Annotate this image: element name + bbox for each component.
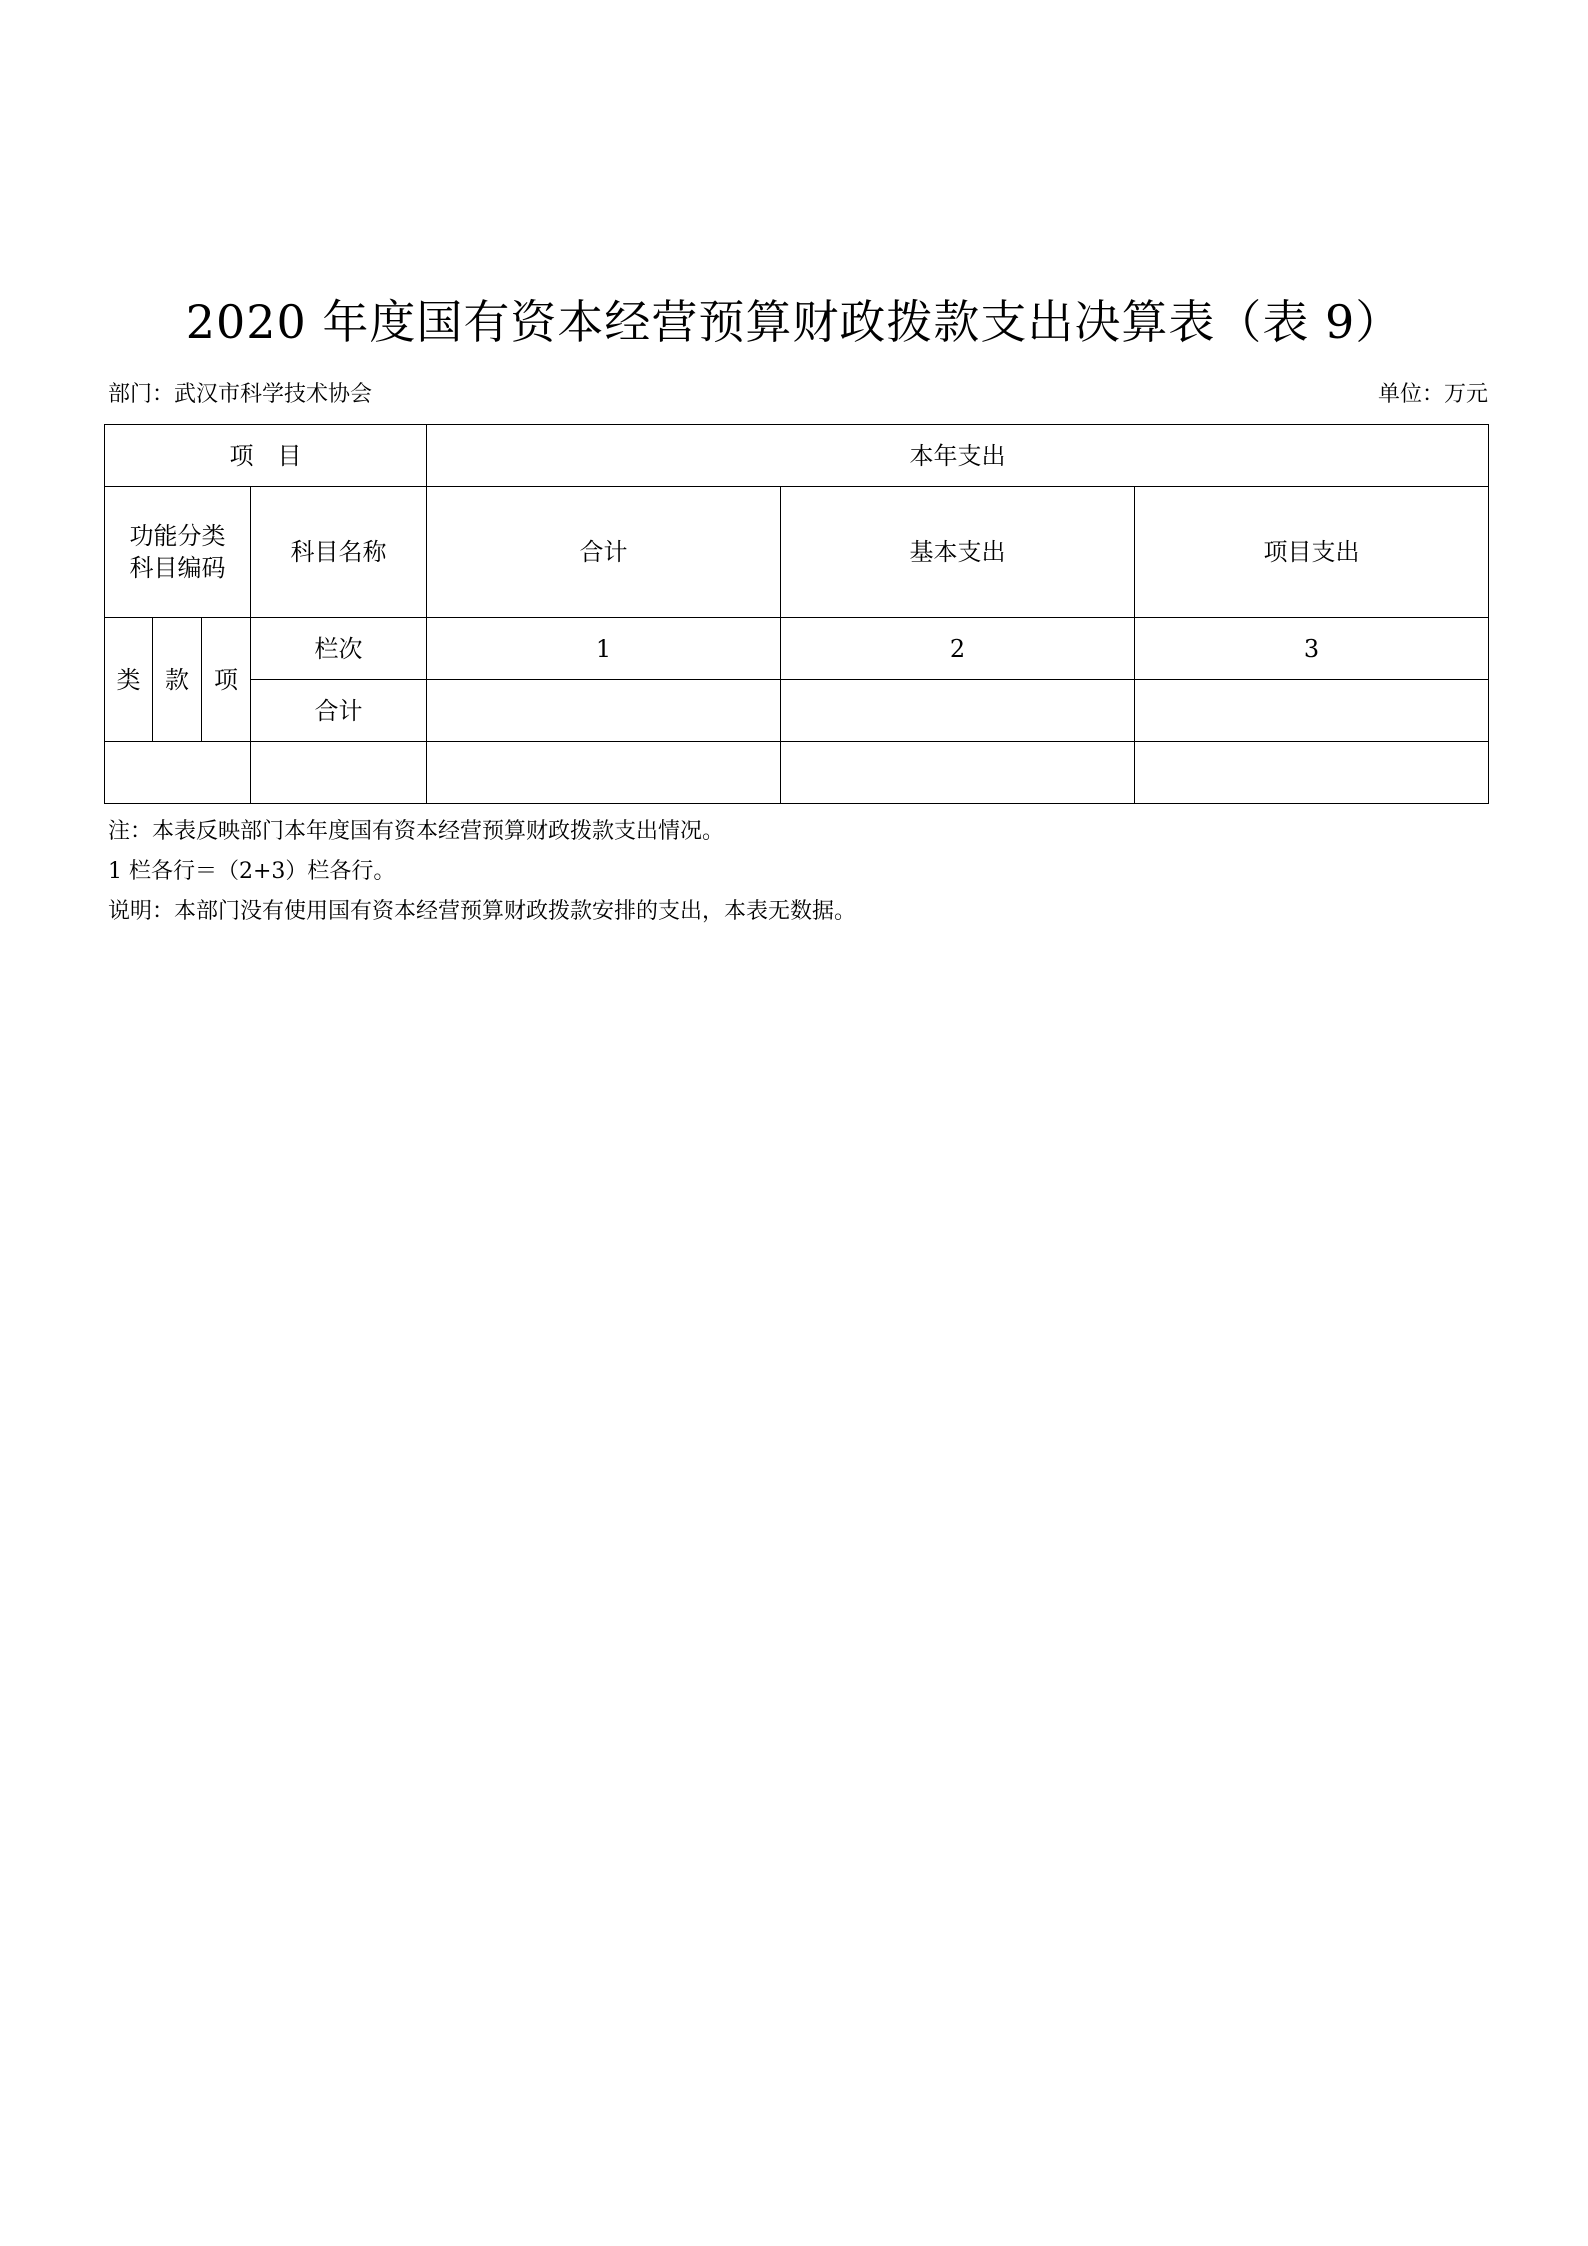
note-line-1: 注：本表反映部门本年度国有资本经营预算财政拨款支出情况。 — [108, 819, 725, 844]
header-project-cell — [1135, 487, 1489, 618]
function-code-line2: 科目编码 — [129, 554, 226, 582]
code-kuan-cell — [153, 618, 202, 742]
unit-label: 单位：万元 — [1377, 382, 1488, 407]
column-no-1-cell — [427, 618, 781, 680]
note-line-3: 说明：本部门没有使用国有资本经营预算财政拨款安排的支出，本表无数据。 — [108, 899, 857, 924]
notes-section — [108, 812, 856, 932]
code-lei-label: 类 — [116, 665, 141, 694]
header-row-2 — [105, 487, 1489, 618]
header-subject-name-cell — [251, 487, 427, 618]
empty-name-cell — [251, 742, 427, 804]
department-label: 部门：武汉市科学技术协会 — [108, 382, 373, 407]
header-item-label: 项 目 — [229, 441, 302, 470]
total-row — [105, 680, 1489, 742]
column-no-3: 3 — [1303, 634, 1320, 663]
total-row-total-cell — [427, 680, 781, 742]
column-no-label: 栏次 — [314, 634, 363, 663]
column-no-2: 2 — [949, 634, 966, 663]
code-kuan-label: 款 — [165, 665, 189, 694]
code-xiang-cell — [202, 618, 251, 742]
column-no-2-cell — [781, 618, 1135, 680]
page-title: 2020 年度国有资本经营预算财政拨款支出决算表（表 9） — [185, 295, 1403, 349]
header-current-year-label: 本年支出 — [909, 441, 1006, 470]
code-lei-cell — [105, 618, 153, 742]
empty-project-cell — [1135, 742, 1489, 804]
empty-code-cell — [105, 742, 251, 804]
column-no-3-cell — [1135, 618, 1489, 680]
total-row-project-cell — [1135, 680, 1489, 742]
expenditure-table — [104, 424, 1489, 804]
note-line-2: 1 栏各行＝（2+3）栏各行。 — [108, 859, 396, 884]
header-current-year-cell — [427, 425, 1489, 487]
total-row-label-cell — [251, 680, 427, 742]
subject-name-label: 科目名称 — [290, 538, 387, 566]
empty-total-cell — [427, 742, 781, 804]
total-label: 合计 — [579, 538, 628, 566]
code-xiang-label: 项 — [214, 665, 238, 694]
basic-expenditure-label: 基本支出 — [909, 538, 1006, 566]
total-row-basic-cell — [781, 680, 1135, 742]
header-item-cell — [105, 425, 427, 487]
column-no-label-cell — [251, 618, 427, 680]
column-number-row — [105, 618, 1489, 680]
project-expenditure-label: 项目支出 — [1263, 538, 1360, 566]
function-code-line1: 功能分类 — [129, 522, 226, 550]
empty-basic-cell — [781, 742, 1135, 804]
empty-data-row — [105, 742, 1489, 804]
header-total-cell — [427, 487, 781, 618]
header-row-1 — [105, 425, 1489, 487]
header-function-code-cell — [105, 487, 251, 618]
header-basic-cell — [781, 487, 1135, 618]
total-row-label: 合计 — [314, 696, 363, 725]
column-no-1: 1 — [595, 634, 612, 663]
